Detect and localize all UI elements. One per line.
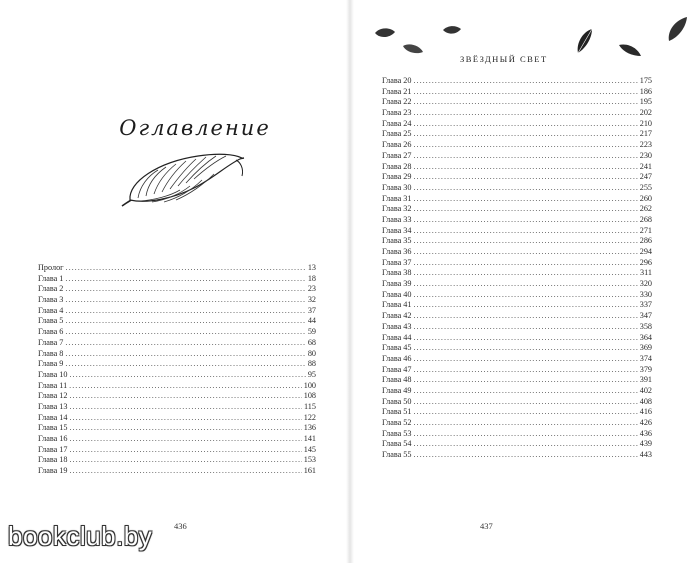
toc-entry-page: 260 [639, 193, 652, 203]
toc-dot-leader [413, 311, 637, 322]
feather-icon [442, 24, 462, 36]
toc-dot-leader [413, 151, 637, 162]
toc-entry-label: Глава 5 [38, 316, 64, 326]
toc-entry-page: 311 [640, 268, 652, 278]
feather-icon [574, 28, 594, 54]
toc-dot-leader [65, 327, 305, 338]
feather-icon [402, 42, 424, 56]
toc-entry [382, 343, 652, 354]
toc-entry [382, 439, 652, 450]
running-head: ЗВЁЗДНЫЙ СВЕТ [460, 54, 548, 64]
toc-entry-label: Глава 19 [38, 466, 68, 476]
toc-entry-label: Глава 25 [382, 129, 412, 139]
toc-entry-page: 408 [639, 396, 652, 406]
toc-entry [38, 316, 316, 327]
toc-entry-page: 153 [303, 455, 316, 465]
toc-entry-label: Глава 1 [38, 273, 64, 283]
toc-entry [38, 274, 316, 285]
toc-entry [382, 108, 652, 119]
toc-entry-page: 379 [639, 364, 652, 374]
toc-entry [382, 322, 652, 333]
toc-entry-label: Глава 48 [382, 375, 412, 385]
toc-entry [382, 76, 652, 87]
toc-entry-page: 100 [303, 380, 316, 390]
toc-entry-label: Глава 8 [38, 348, 64, 358]
toc-entry-label: Глава 41 [382, 300, 412, 310]
toc-entry-label: Глава 54 [382, 439, 412, 449]
toc-entry-label: Глава 38 [382, 268, 412, 278]
toc-entry-page: 439 [639, 439, 652, 449]
toc-dot-leader [65, 284, 305, 295]
toc-dot-leader [66, 263, 306, 274]
toc-entry-label: Глава 17 [38, 444, 68, 454]
feather-icon [118, 148, 248, 210]
toc-entry-label: Пролог [38, 263, 64, 272]
toc-dot-leader [69, 434, 301, 445]
toc-entry [382, 386, 652, 397]
toc-entry [38, 306, 316, 317]
toc-entry-page: 268 [639, 214, 652, 224]
toc-entry [38, 381, 316, 392]
toc-entry-page: 320 [639, 279, 652, 289]
toc-entry [382, 311, 652, 322]
toc-entry [382, 247, 652, 258]
toc-entry [382, 129, 652, 140]
toc-entry-page: 44 [307, 316, 316, 326]
toc-entry-label: Глава 49 [382, 385, 412, 395]
toc-entry [382, 151, 652, 162]
toc-dot-leader [413, 247, 637, 258]
toc-entry-label: Глава 50 [382, 396, 412, 406]
toc-entry-page: 136 [303, 423, 316, 433]
toc-entry [38, 391, 316, 402]
toc-entry [382, 87, 652, 98]
toc-entry-label: Глава 33 [382, 214, 412, 224]
toc-entry-page: 296 [639, 257, 652, 267]
toc-entry-page: 13 [307, 263, 316, 272]
toc-entry [38, 434, 316, 445]
toc-dot-leader [413, 268, 638, 279]
toc-entry [382, 236, 652, 247]
toc-entry-page: 358 [639, 321, 652, 331]
toc-dot-leader [413, 162, 637, 173]
toc-entry-label: Глава 46 [382, 353, 412, 363]
toc-entry-page: 59 [307, 327, 316, 337]
toc-entry [382, 162, 652, 173]
toc-entry-label: Глава 40 [382, 289, 412, 299]
toc-dot-leader [413, 119, 637, 130]
toc-list-right [382, 76, 652, 461]
toc-entry [382, 450, 652, 461]
toc-dot-leader [413, 140, 637, 151]
toc-entry [38, 327, 316, 338]
toc-heading: Оглавление [119, 116, 271, 140]
page-number-right: 437 [480, 521, 493, 531]
feather-icon [618, 42, 642, 58]
toc-entry-label: Глава 34 [382, 225, 412, 235]
toc-entry-page: 247 [639, 172, 652, 182]
toc-dot-leader [413, 215, 637, 226]
toc-entry-page: 141 [303, 434, 316, 443]
toc-dot-leader [413, 407, 637, 418]
toc-entry-label: Глава 23 [382, 108, 412, 118]
toc-dot-leader [413, 450, 637, 461]
right-page [350, 0, 700, 563]
toc-dot-leader [413, 97, 637, 108]
toc-entry-label: Глава 21 [382, 86, 412, 96]
toc-entry-page: 68 [307, 337, 316, 347]
toc-dot-leader [413, 333, 637, 344]
toc-entry-label: Глава 15 [38, 423, 68, 433]
toc-dot-leader [413, 343, 637, 354]
toc-entry-label: Глава 14 [38, 412, 68, 422]
toc-entry-label: Глава 42 [382, 311, 412, 321]
toc-dot-leader [65, 338, 305, 349]
toc-entry-page: 217 [639, 129, 652, 139]
toc-dot-leader [69, 466, 301, 477]
toc-entry [38, 359, 316, 370]
toc-dot-leader [413, 183, 637, 194]
toc-entry [382, 268, 652, 279]
toc-entry [38, 423, 316, 434]
toc-entry-page: 347 [639, 311, 652, 321]
toc-entry-page: 175 [639, 76, 652, 85]
toc-dot-leader [413, 397, 637, 408]
toc-entry [382, 429, 652, 440]
toc-entry-page: 88 [307, 359, 316, 369]
toc-dot-leader [413, 279, 637, 290]
toc-dot-leader [413, 290, 637, 301]
toc-entry [382, 300, 652, 311]
toc-dot-leader [413, 300, 637, 311]
toc-dot-leader [69, 381, 302, 392]
toc-entry [382, 183, 652, 194]
toc-entry-page: 18 [307, 273, 316, 283]
toc-entry [382, 215, 652, 226]
toc-entry-page: 364 [639, 332, 652, 342]
toc-entry-page: 195 [639, 97, 652, 107]
toc-entry-label: Глава 31 [382, 193, 412, 203]
toc-dot-leader [413, 322, 637, 333]
toc-dot-leader [413, 375, 637, 386]
toc-entry [38, 338, 316, 349]
toc-entry-page: 241 [639, 161, 652, 171]
toc-entry-label: Глава 45 [382, 343, 412, 353]
toc-dot-leader [413, 129, 637, 140]
toc-entry [38, 455, 316, 466]
toc-dot-leader [413, 172, 637, 183]
toc-dot-leader [69, 370, 305, 381]
toc-entry-page: 374 [639, 353, 652, 363]
toc-dot-leader [413, 365, 637, 376]
toc-entry [382, 333, 652, 344]
toc-entry [382, 365, 652, 376]
toc-entry [382, 194, 652, 205]
toc-entry-page: 369 [639, 343, 652, 353]
toc-entry-page: 255 [639, 182, 652, 192]
toc-entry [382, 204, 652, 215]
toc-entry [382, 418, 652, 429]
toc-entry-label: Глава 39 [382, 279, 412, 289]
toc-dot-leader [413, 76, 637, 87]
toc-entry [382, 397, 652, 408]
toc-dot-leader [413, 194, 637, 205]
toc-dot-leader [69, 423, 301, 434]
toc-entry-label: Глава 24 [382, 118, 412, 128]
toc-entry-label: Глава 22 [382, 97, 412, 107]
toc-entry [382, 226, 652, 237]
toc-entry-label: Глава 43 [382, 321, 412, 331]
toc-entry-page: 95 [307, 369, 316, 379]
toc-entry-label: Глава 35 [382, 236, 412, 246]
toc-entry-page: 330 [639, 289, 652, 299]
toc-entry-label: Глава 36 [382, 247, 412, 256]
toc-entry-page: 161 [303, 466, 316, 476]
toc-entry [38, 402, 316, 413]
toc-entry-label: Глава 27 [382, 150, 412, 160]
toc-entry-page: 115 [304, 401, 316, 411]
toc-entry [38, 263, 316, 274]
toc-entry-page: 145 [303, 444, 316, 454]
toc-entry [382, 172, 652, 183]
toc-entry-label: Глава 52 [382, 418, 412, 427]
toc-entry-label: Глава 6 [38, 327, 64, 337]
toc-dot-leader [69, 445, 301, 456]
toc-entry-page: 202 [639, 108, 652, 118]
toc-entry [38, 370, 316, 381]
toc-entry-label: Глава 7 [38, 337, 64, 347]
toc-entry-page: 416 [639, 407, 652, 417]
toc-dot-leader [413, 204, 637, 215]
toc-entry-label: Глава 16 [38, 434, 68, 443]
toc-entry-label: Глава 53 [382, 428, 412, 438]
toc-entry-label: Глава 12 [38, 391, 68, 401]
toc-entry [38, 413, 316, 424]
toc-dot-leader [413, 226, 637, 237]
toc-dot-leader [413, 418, 637, 429]
toc-entry-label: Глава 2 [38, 284, 64, 294]
toc-entry-label: Глава 10 [38, 369, 68, 379]
toc-entry [382, 279, 652, 290]
toc-dot-leader [413, 258, 637, 269]
toc-entry-label: Глава 9 [38, 359, 64, 369]
toc-entry-label: Глава 18 [38, 455, 68, 465]
toc-dot-leader [413, 354, 637, 365]
toc-entry-page: 80 [307, 348, 316, 358]
toc-entry-label: Глава 3 [38, 295, 64, 305]
toc-dot-leader [69, 402, 302, 413]
toc-entry [382, 354, 652, 365]
toc-entry-page: 391 [639, 375, 652, 385]
toc-entry-page: 436 [639, 428, 652, 438]
page-number-left: 436 [174, 521, 187, 531]
toc-entry-label: Глава 29 [382, 172, 412, 182]
toc-entry-page: 108 [303, 391, 316, 401]
toc-dot-leader [65, 316, 305, 327]
toc-dot-leader [413, 439, 637, 450]
feather-icon [374, 26, 396, 40]
toc-dot-leader [69, 455, 301, 466]
toc-dot-leader [69, 413, 301, 424]
toc-entry-page: 286 [639, 236, 652, 246]
feather-icon [666, 16, 688, 42]
toc-entry-page: 271 [639, 225, 652, 235]
toc-dot-leader [413, 236, 637, 247]
toc-entry-page: 186 [639, 86, 652, 96]
toc-entry-label: Глава 20 [382, 76, 412, 85]
toc-entry-page: 32 [307, 295, 316, 305]
toc-entry-label: Глава 44 [382, 332, 412, 342]
toc-entry-label: Глава 47 [382, 364, 412, 374]
toc-entry-label: Глава 28 [382, 161, 412, 171]
toc-entry [382, 97, 652, 108]
toc-dot-leader [413, 87, 637, 98]
toc-entry [38, 445, 316, 456]
toc-entry-label: Глава 55 [382, 450, 412, 460]
toc-entry [382, 119, 652, 130]
toc-entry-label: Глава 26 [382, 140, 412, 150]
toc-entry-label: Глава 13 [38, 401, 68, 411]
toc-entry [382, 140, 652, 151]
toc-entry [38, 349, 316, 360]
toc-entry-label: Глава 30 [382, 182, 412, 192]
toc-dot-leader [65, 274, 305, 285]
toc-entry [382, 258, 652, 269]
toc-entry-page: 262 [639, 204, 652, 214]
toc-entry-page: 122 [303, 412, 316, 422]
toc-dot-leader [413, 429, 637, 440]
toc-dot-leader [413, 386, 637, 397]
toc-entry [382, 375, 652, 386]
toc-entry [38, 295, 316, 306]
toc-entry-label: Глава 11 [38, 380, 68, 390]
toc-entry-page: 230 [639, 150, 652, 160]
toc-dot-leader [65, 349, 305, 360]
toc-dot-leader [65, 359, 305, 370]
toc-dot-leader [65, 295, 305, 306]
toc-entry-page: 426 [639, 418, 652, 427]
toc-dot-leader [65, 306, 305, 317]
toc-entry [382, 407, 652, 418]
toc-entry [38, 284, 316, 295]
toc-list-left [38, 263, 316, 477]
toc-entry-page: 337 [639, 300, 652, 310]
toc-entry-page: 223 [639, 140, 652, 150]
toc-entry-page: 37 [307, 305, 316, 315]
toc-entry-label: Глава 37 [382, 257, 412, 267]
toc-entry-label: Глава 51 [382, 407, 412, 417]
toc-entry [382, 290, 652, 301]
watermark-text: bookclub.by [8, 521, 153, 551]
toc-dot-leader [69, 391, 301, 402]
toc-entry-label: Глава 32 [382, 204, 412, 214]
toc-entry-page: 443 [639, 450, 652, 460]
toc-entry-page: 294 [639, 247, 652, 256]
toc-entry [38, 466, 316, 477]
toc-dot-leader [413, 108, 637, 119]
toc-entry-page: 210 [639, 118, 652, 128]
toc-entry-label: Глава 4 [38, 305, 64, 315]
toc-entry-page: 23 [307, 284, 316, 294]
toc-entry-page: 402 [639, 385, 652, 395]
